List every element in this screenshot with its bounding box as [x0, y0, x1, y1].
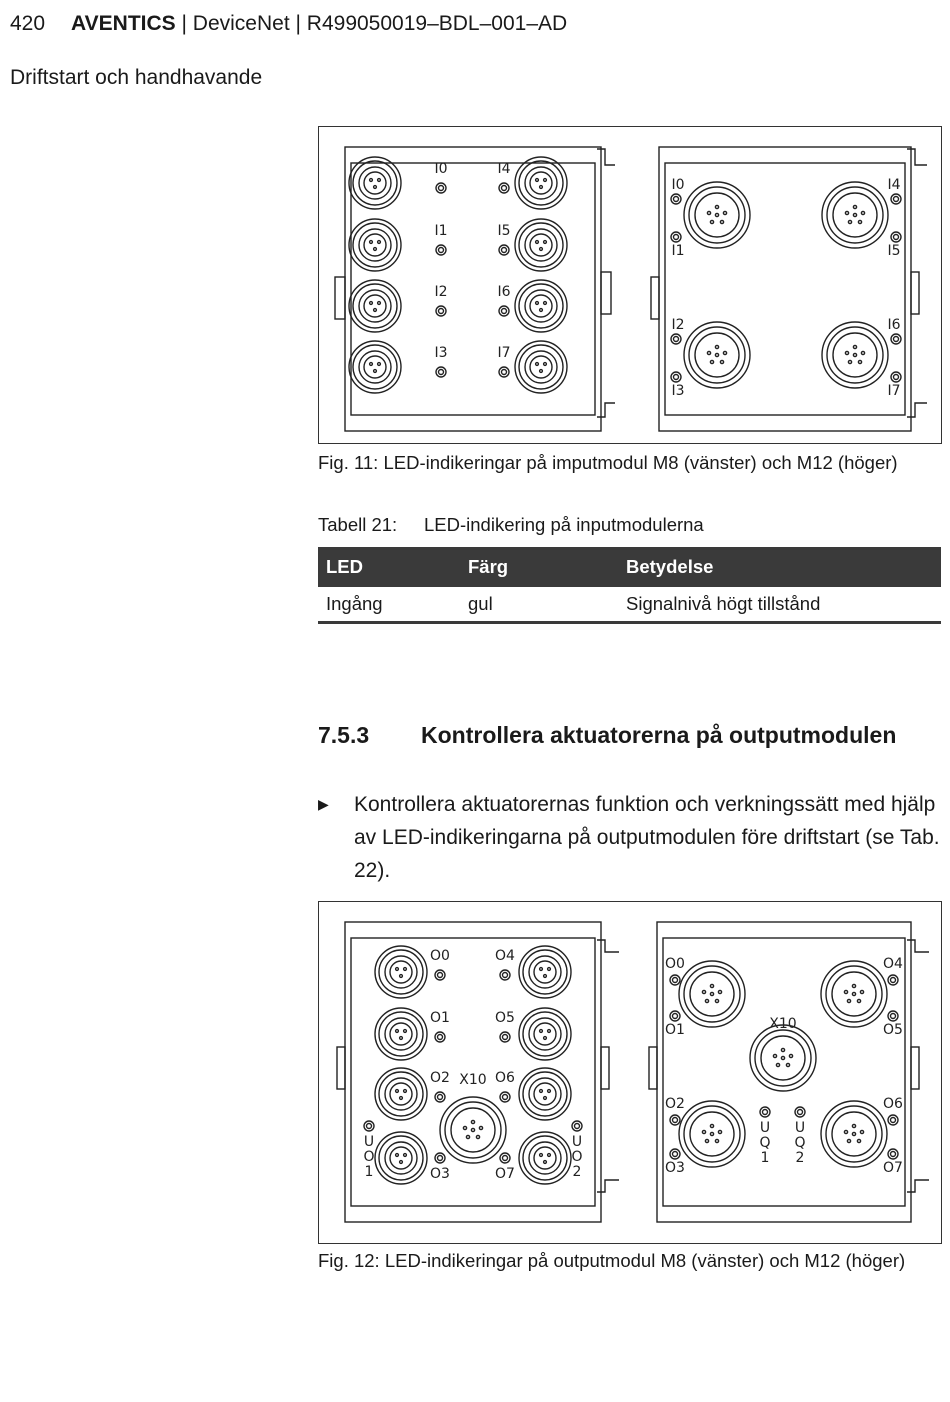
port-label: O3: [430, 1166, 450, 1182]
port-label: I5: [887, 243, 901, 259]
uo2-label: U: [571, 1134, 583, 1150]
led-indicator-inner: [891, 1118, 896, 1123]
led-indicator-inner: [439, 370, 444, 375]
port-label: I3: [434, 345, 448, 361]
figure-12: [318, 901, 942, 1244]
m8-connector: [519, 1008, 571, 1060]
m8-connector: [349, 280, 401, 332]
table-caption-text: LED-indikering på inputmodulerna: [424, 514, 704, 535]
port-label: I0: [434, 161, 448, 177]
led-indicator: [500, 1092, 510, 1102]
led-indicator: [670, 1115, 680, 1125]
led-indicator-inner: [674, 197, 679, 202]
section-heading: [318, 722, 896, 749]
column-header-betydelse: Betydelse: [618, 547, 941, 587]
led-table: [318, 547, 941, 624]
uo1-label: U: [363, 1134, 375, 1150]
led-indicator: [500, 1032, 510, 1042]
led-indicator-inner: [891, 978, 896, 983]
led-indicator: [500, 1153, 510, 1163]
led-indicator-inner: [439, 309, 444, 314]
led-indicator: [670, 1149, 680, 1159]
led-indicator-inner: [674, 337, 679, 342]
port-label: O2: [665, 1096, 685, 1112]
m12-connector: [822, 322, 888, 388]
led-indicator-inner: [763, 1110, 768, 1115]
port-label: O5: [883, 1022, 903, 1038]
figure-12-caption: Fig. 12: LED-indikeringar på outputmodul M8 (vänster) och M12 (höger): [318, 1250, 906, 1271]
m8-output-module: [337, 922, 619, 1222]
led-indicator: [795, 1107, 805, 1117]
port-label: O1: [430, 1010, 450, 1026]
m8-connector: [519, 1068, 571, 1120]
uo1-label: O: [363, 1149, 375, 1165]
led-indicator-inner: [673, 1014, 678, 1019]
port-label: O6: [495, 1070, 515, 1086]
led-indicator: [888, 1115, 898, 1125]
x10-label: X10: [769, 1016, 797, 1032]
table-cell: Signalnivå högt tillstånd: [618, 587, 941, 623]
led-indicator-inner: [503, 1156, 508, 1161]
port-label: I7: [887, 383, 901, 399]
led-indicator-inner: [891, 1152, 896, 1157]
m12-connector: [684, 182, 750, 248]
led-indicator: [891, 372, 901, 382]
port-label: I3: [671, 383, 685, 399]
m12-connector: [821, 961, 887, 1027]
led-indicator-inner: [503, 1095, 508, 1100]
led-indicator: [670, 1011, 680, 1021]
led-indicator: [436, 306, 446, 316]
m8-connector: [375, 1068, 427, 1120]
led-indicator: [572, 1121, 582, 1131]
m8-connector: [349, 341, 401, 393]
page-header: [10, 12, 567, 36]
port-label: I4: [887, 177, 901, 193]
led-indicator: [888, 1011, 898, 1021]
port-label: O0: [665, 956, 685, 972]
bullet-text: Kontrollera aktuatorernas funktion och verkningssätt med hjälp av LED-indikeringarna på outputmodulen före driftstart (se Tab. 22).: [354, 793, 940, 882]
port-label: I1: [434, 223, 448, 239]
led-indicator-inner: [503, 973, 508, 978]
brand-name: AVENTICS: [71, 12, 176, 35]
uo1-label: 1: [364, 1164, 374, 1180]
led-indicator-inner: [798, 1110, 803, 1115]
uq2-label: 2: [795, 1150, 805, 1166]
heading-text: Kontrollera aktuatorerna på outputmodulen: [421, 722, 897, 748]
m12-connector: [679, 961, 745, 1027]
led-indicator-inner: [439, 248, 444, 253]
m8-connector: [515, 341, 567, 393]
led-indicator-inner: [502, 186, 507, 191]
led-indicator: [436, 183, 446, 193]
led-indicator-inner: [503, 1035, 508, 1040]
led-indicator-inner: [575, 1124, 580, 1129]
led-indicator: [499, 245, 509, 255]
figure-12-drawing: [319, 902, 941, 1243]
m8-connector: [519, 946, 571, 998]
led-indicator: [499, 306, 509, 316]
led-indicator-inner: [894, 337, 899, 342]
led-indicator: [760, 1107, 770, 1117]
m8-connector: [515, 219, 567, 271]
port-label: I2: [434, 284, 448, 300]
uq2-label: U: [794, 1120, 806, 1136]
led-indicator-inner: [894, 197, 899, 202]
led-indicator-inner: [891, 1014, 896, 1019]
led-indicator-inner: [894, 235, 899, 240]
m8-connector: [519, 1132, 571, 1184]
port-label: O2: [430, 1070, 450, 1086]
led-indicator-inner: [438, 973, 443, 978]
m12-output-module: [649, 922, 929, 1222]
m8-connector: [375, 1132, 427, 1184]
m8-connector: [349, 157, 401, 209]
m12-input-module: [651, 147, 927, 431]
m12-connector: [821, 1101, 887, 1167]
led-indicator: [435, 1153, 445, 1163]
figure-11-drawing: [319, 127, 941, 443]
led-indicator: [671, 194, 681, 204]
table-caption: [318, 514, 704, 536]
port-label: I7: [497, 345, 511, 361]
table-caption-label: Tabell 21:: [318, 514, 398, 535]
led-indicator: [891, 334, 901, 344]
m12-connector: [440, 1097, 506, 1163]
m12-connector: [684, 322, 750, 388]
led-indicator-inner: [367, 1124, 372, 1129]
heading-number: 7.5.3: [318, 722, 370, 748]
led-indicator: [435, 1032, 445, 1042]
uo2-label: 2: [572, 1164, 582, 1180]
led-indicator-inner: [674, 235, 679, 240]
led-indicator: [670, 975, 680, 985]
m8-connector: [515, 157, 567, 209]
led-indicator: [891, 194, 901, 204]
m12-connector: [750, 1025, 816, 1091]
figure-11-caption: Fig. 11: LED-indikeringar på imputmodul M8 (vänster) och M12 (höger): [318, 452, 898, 473]
port-label: O7: [883, 1160, 903, 1176]
led-indicator: [671, 372, 681, 382]
led-indicator: [888, 975, 898, 985]
table-row: [318, 587, 941, 623]
led-indicator: [499, 367, 509, 377]
table-cell: gul: [460, 587, 618, 623]
led-indicator: [436, 245, 446, 255]
m8-input-module: [335, 147, 615, 431]
port-label: O0: [430, 948, 450, 964]
column-header-farg: Färg: [460, 547, 618, 587]
led-indicator: [671, 232, 681, 242]
uq1-label: U: [759, 1120, 771, 1136]
led-indicator: [500, 970, 510, 980]
led-indicator-inner: [438, 1095, 443, 1100]
led-indicator-inner: [502, 370, 507, 375]
m8-connector: [375, 946, 427, 998]
led-indicator: [888, 1149, 898, 1159]
led-indicator-inner: [673, 1118, 678, 1123]
led-indicator-inner: [438, 1035, 443, 1040]
led-indicator: [671, 334, 681, 344]
port-label: I1: [671, 243, 685, 259]
port-label: I6: [497, 284, 511, 300]
port-label: O6: [883, 1096, 903, 1112]
led-indicator-inner: [674, 375, 679, 380]
led-indicator-inner: [673, 978, 678, 983]
port-label: O5: [495, 1010, 515, 1026]
led-indicator-inner: [673, 1152, 678, 1157]
port-label: I2: [671, 317, 685, 333]
column-header-led: LED: [318, 547, 460, 587]
m8-connector: [375, 1008, 427, 1060]
header-doc-id: | DeviceNet | R499050019–BDL–001–AD: [175, 12, 568, 35]
led-indicator: [436, 367, 446, 377]
led-indicator-inner: [502, 248, 507, 253]
port-label: O3: [665, 1160, 685, 1176]
bullet-marker-icon: ▶: [318, 796, 329, 812]
uq2-label: Q: [794, 1135, 806, 1151]
figure-11: [318, 126, 942, 444]
port-label: I4: [497, 161, 511, 177]
led-indicator-inner: [894, 375, 899, 380]
led-indicator: [499, 183, 509, 193]
m12-connector: [679, 1101, 745, 1167]
instruction-bullet: [318, 788, 940, 887]
page-number: 420: [10, 12, 46, 35]
port-label: O4: [883, 956, 903, 972]
led-indicator-inner: [439, 186, 444, 191]
uq1-label: Q: [759, 1135, 771, 1151]
led-indicator: [364, 1121, 374, 1131]
port-label: O1: [665, 1022, 685, 1038]
uq1-label: 1: [760, 1150, 770, 1166]
led-indicator: [891, 232, 901, 242]
port-label: O4: [495, 948, 515, 964]
port-label: O7: [495, 1166, 515, 1182]
table-header-row: [318, 547, 941, 587]
uo2-label: O: [571, 1149, 583, 1165]
table-cell: Ingång: [318, 587, 460, 623]
port-label: I0: [671, 177, 685, 193]
port-label: I5: [497, 223, 511, 239]
led-indicator: [435, 1092, 445, 1102]
section-title: Driftstart och handhavande: [10, 66, 263, 89]
port-label: I6: [887, 317, 901, 333]
led-indicator-inner: [438, 1156, 443, 1161]
led-indicator-inner: [502, 309, 507, 314]
led-indicator: [435, 970, 445, 980]
m8-connector: [349, 219, 401, 271]
m12-connector: [822, 182, 888, 248]
x10-label: X10: [459, 1072, 487, 1088]
m8-connector: [515, 280, 567, 332]
